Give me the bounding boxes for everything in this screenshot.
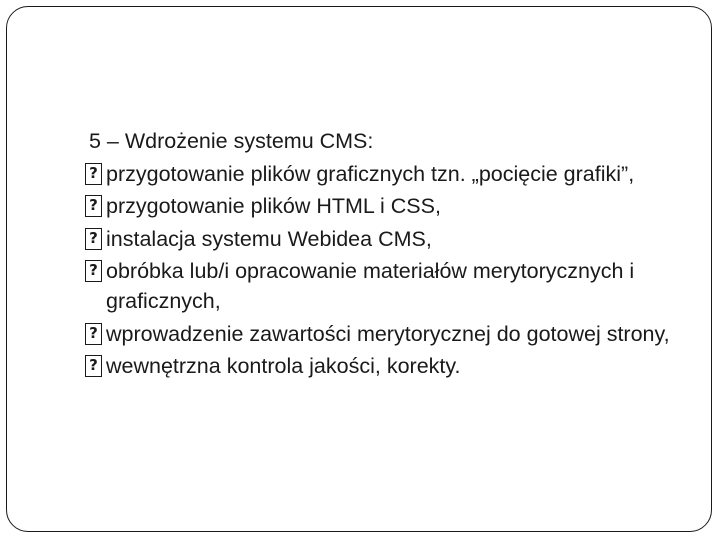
unknown-glyph-box-icon: ? <box>85 228 102 250</box>
unknown-glyph-box-icon: ? <box>85 163 102 185</box>
list-item-text: przygotowanie plików HTML i CSS, <box>106 194 441 218</box>
list-item <box>85 351 695 381</box>
list-item <box>85 159 695 189</box>
list-item <box>85 191 695 221</box>
list-item <box>85 319 695 349</box>
list-item-text: przygotowanie plików graficznych tzn. „pocięcie grafiki”, <box>106 161 635 186</box>
slide-heading: 5 – Wdrożenie systemu CMS: <box>89 129 374 153</box>
slide-content <box>85 126 695 384</box>
unknown-glyph-box-icon: ? <box>85 355 102 377</box>
unknown-glyph-box-icon: ? <box>85 195 102 217</box>
slide-frame <box>6 6 712 532</box>
bullet-list <box>85 159 695 382</box>
list-item <box>85 224 695 254</box>
list-item-text: obróbka lub/i opracowanie materiałów merytorycznych i graficznych, <box>106 259 635 313</box>
list-item <box>85 256 695 316</box>
unknown-glyph-box-icon: ? <box>85 260 102 282</box>
list-item-text: instalacja systemu Webidea CMS, <box>106 226 432 251</box>
list-item-text: wewnętrzna kontrola jakości, korekty. <box>106 354 461 378</box>
unknown-glyph-box-icon: ? <box>85 323 102 345</box>
list-item-text: wprowadzenie zawartości merytorycznej do gotowej strony, <box>106 321 670 346</box>
